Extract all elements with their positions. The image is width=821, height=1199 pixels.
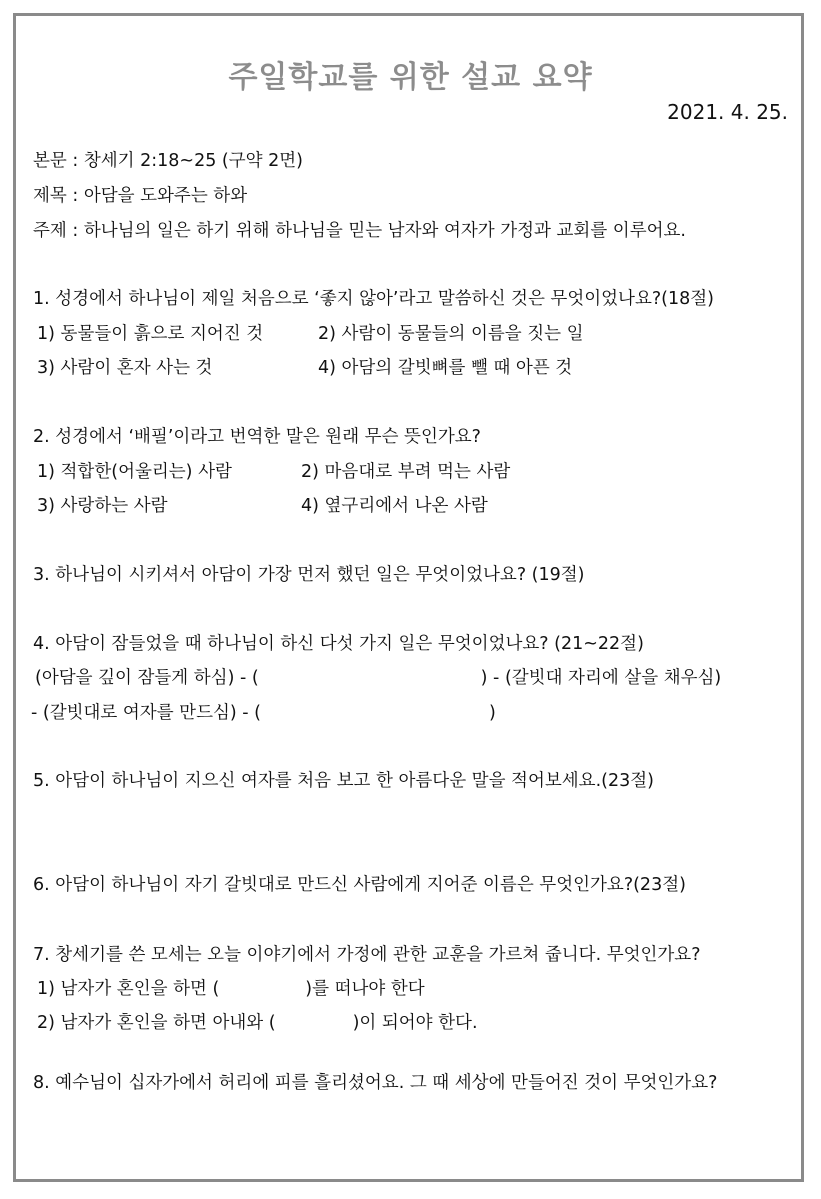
q1-option-4: 4) 아담의 갈빗뼈를 뺄 때 아픈 것 — [318, 358, 573, 378]
q7-item-1 — [37, 977, 425, 1001]
q4-line-1 — [35, 666, 721, 690]
q2-option-3: 3) 사랑하는 사람 — [37, 496, 168, 516]
question-8: 8. 예수님이 십자가에서 허리에 피를 흘리셨어요. 그 때 세상에 만들어진 것이 무엇인가요? — [33, 1073, 718, 1093]
question-7: 7. 창세기를 쓴 모세는 오늘 이야기에서 가정에 관한 교훈을 가르쳐 줍니다. 무엇인가요? — [33, 945, 701, 965]
q7-item-2 — [37, 1011, 478, 1035]
q4-line-1-start: (아담을 깊이 잠들게 하심) - ( — [35, 668, 259, 688]
q4-line-2-end: ) — [488, 703, 496, 723]
q4-line-1-end: ) - (갈빗대 자리에 살을 채우심) — [480, 668, 722, 688]
question-2: 2. 성경에서 ‘배필’이라고 번역한 말은 원래 무슨 뜻인가요? — [33, 427, 481, 447]
date: 2021. 4. 25. — [667, 100, 788, 124]
question-1: 1. 성경에서 하나님이 제일 처음으로 ‘좋지 않아’라고 말씀하신 것은 무엇이었나요?(18절) — [33, 289, 714, 309]
question-4: 4. 아담이 잠들었을 때 하나님이 하신 다섯 가지 일은 무엇이었나요? (21~22절) — [33, 634, 644, 654]
question-3: 3. 하나님이 시키셔서 아담이 가장 먼저 했던 일은 무엇이었나요? (19절) — [33, 565, 585, 585]
q7-item-2-start: 2) 남자가 혼인을 하면 아내와 ( — [37, 1013, 276, 1033]
question-6: 6. 아담이 하나님이 자기 갈빗대로 만드신 사람에게 지어준 이름은 무엇인가요?(23절) — [33, 875, 686, 895]
theme-line: 주제 : 하나님의 일은 하기 위해 하나님을 믿는 남자와 여자가 가정과 교회를 이루어요. — [33, 221, 686, 241]
q2-option-2: 2) 마음대로 부려 먹는 사람 — [301, 462, 511, 482]
q7-item-2-end: )이 되어야 한다. — [352, 1013, 478, 1033]
q2-option-4: 4) 옆구리에서 나온 사람 — [301, 496, 488, 516]
subject-line: 제목 : 아담을 도와주는 하와 — [33, 186, 248, 206]
page-title: 주일학교를 위한 설교 요약 — [228, 60, 593, 95]
q7-item-1-end: )를 떠나야 한다 — [305, 979, 425, 999]
q7-item-1-start: 1) 남자가 혼인을 하면 ( — [37, 979, 220, 999]
passage-line: 본문 : 창세기 2:18~25 (구약 2면) — [33, 151, 303, 171]
q4-line-2 — [31, 701, 496, 725]
question-5: 5. 아담이 하나님이 지으신 여자를 처음 보고 한 아름다운 말을 적어보세요.(23절) — [33, 771, 654, 791]
q2-option-1: 1) 적합한(어울리는) 사람 — [37, 462, 232, 482]
q1-option-2: 2) 사람이 동물들의 이름을 짓는 일 — [318, 324, 584, 344]
q1-option-3: 3) 사람이 혼자 사는 것 — [37, 358, 213, 378]
q1-option-1: 1) 동물들이 흙으로 지어진 것 — [37, 324, 264, 344]
q4-line-2-start: - (갈빗대로 여자를 만드심) - ( — [31, 703, 261, 723]
